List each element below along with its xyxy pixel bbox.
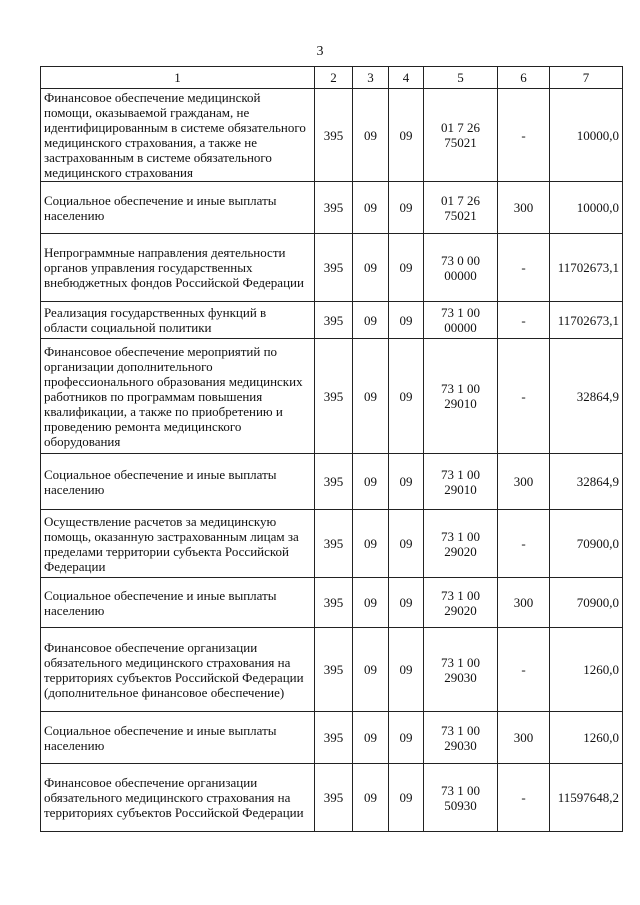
section-code: 09 bbox=[353, 712, 389, 764]
subsection-code: 09 bbox=[389, 89, 424, 182]
row-name: Социальное обеспечение и иные выплаты населению bbox=[41, 454, 315, 510]
admin-code: 395 bbox=[315, 628, 353, 712]
expense-type-code: - bbox=[498, 764, 550, 832]
expense-type-code: - bbox=[498, 339, 550, 454]
table-row bbox=[41, 764, 623, 832]
row-name: Финансовое обеспечение организации обязательного медицинского страхования на территориях субъектов Российской Федерации bbox=[41, 764, 315, 832]
target-article-code bbox=[424, 628, 498, 712]
subsection-code: 09 bbox=[389, 510, 424, 578]
expense-type-code: 300 bbox=[498, 454, 550, 510]
row-name: Финансовое обеспечение организации обязательного медицинского страхования на территориях субъектов Российской Федерации (дополнительное финансовое обеспечение) bbox=[41, 628, 315, 712]
target-article-code bbox=[424, 764, 498, 832]
section-code: 09 bbox=[353, 182, 389, 234]
table-row bbox=[41, 712, 623, 764]
target-article-part: 73 1 00 bbox=[441, 381, 480, 396]
target-article-part: 75021 bbox=[444, 207, 477, 223]
column-header: 6 bbox=[498, 67, 550, 89]
admin-code: 395 bbox=[315, 339, 353, 454]
target-article-code bbox=[424, 339, 498, 454]
target-article-code bbox=[424, 578, 498, 628]
admin-code: 395 bbox=[315, 712, 353, 764]
expense-type-code: - bbox=[498, 628, 550, 712]
admin-code: 395 bbox=[315, 764, 353, 832]
subsection-code: 09 bbox=[389, 764, 424, 832]
subsection-code: 09 bbox=[389, 578, 424, 628]
target-article-part: 73 1 00 bbox=[441, 782, 480, 798]
target-article-part: 73 1 00 bbox=[441, 466, 480, 482]
amount: 32864,9 bbox=[550, 339, 623, 454]
target-article-code bbox=[424, 234, 498, 302]
target-article-part: 29020 bbox=[444, 602, 477, 618]
target-article-code bbox=[424, 89, 498, 182]
section-code: 09 bbox=[353, 764, 389, 832]
subsection-code: 09 bbox=[389, 628, 424, 712]
target-article-part: 73 1 00 bbox=[441, 654, 480, 670]
section-code: 09 bbox=[353, 628, 389, 712]
row-name: Финансовое обеспечение мероприятий по организации дополнительного профессионального образования медицинских работников по программам повышения квалификации, а также по приобретению и проведению ремонта медицинского оборудования bbox=[41, 339, 315, 454]
target-article-part: 75021 bbox=[444, 135, 477, 150]
target-article-part: 73 1 00 bbox=[441, 722, 480, 738]
target-article-part: 29010 bbox=[444, 481, 477, 497]
amount: 1260,0 bbox=[550, 628, 623, 712]
expense-type-code: - bbox=[498, 89, 550, 182]
column-header: 7 bbox=[550, 67, 623, 89]
amount: 11702673,1 bbox=[550, 302, 623, 339]
section-code: 09 bbox=[353, 510, 389, 578]
admin-code: 395 bbox=[315, 182, 353, 234]
amount: 32864,9 bbox=[550, 454, 623, 510]
table-row bbox=[41, 182, 623, 234]
admin-code: 395 bbox=[315, 89, 353, 182]
target-article-part: 29010 bbox=[444, 396, 477, 411]
subsection-code: 09 bbox=[389, 339, 424, 454]
expense-type-code: 300 bbox=[498, 578, 550, 628]
target-article-part: 00000 bbox=[444, 320, 477, 335]
target-article-part: 73 1 00 bbox=[441, 587, 480, 603]
admin-code: 395 bbox=[315, 510, 353, 578]
target-article-part: 29030 bbox=[444, 737, 477, 753]
row-name: Финансовое обеспечение медицинской помощи, оказываемой гражданам, не идентифицированным в системе обязательного медицинского страхования, а также не застрахованным в системе обязательного медицинского страхования bbox=[41, 89, 315, 182]
target-article-code bbox=[424, 454, 498, 510]
amount: 70900,0 bbox=[550, 510, 623, 578]
table-row bbox=[41, 89, 623, 182]
target-article-code bbox=[424, 302, 498, 339]
subsection-code: 09 bbox=[389, 454, 424, 510]
admin-code: 395 bbox=[315, 454, 353, 510]
table-row bbox=[41, 510, 623, 578]
table-row bbox=[41, 339, 623, 454]
target-article-part: 73 1 00 bbox=[441, 528, 480, 544]
amount: 11597648,2 bbox=[550, 764, 623, 832]
budget-table bbox=[40, 66, 623, 832]
target-article-part: 00000 bbox=[444, 267, 477, 283]
subsection-code: 09 bbox=[389, 712, 424, 764]
header-row bbox=[41, 67, 623, 89]
row-name: Непрограммные направления деятельности органов управления государственных внебюджетных фондов Российской Федерации bbox=[41, 234, 315, 302]
column-header: 4 bbox=[389, 67, 424, 89]
page-number: 3 bbox=[316, 44, 324, 59]
subsection-code: 09 bbox=[389, 302, 424, 339]
table-row bbox=[41, 454, 623, 510]
column-header: 1 bbox=[41, 67, 315, 89]
target-article-part: 73 1 00 bbox=[441, 305, 480, 320]
row-name: Осуществление расчетов за медицинскую помощь, оказанную застрахованным лицам за пределами территории субъекта Российской Федерации bbox=[41, 510, 315, 578]
amount: 11702673,1 bbox=[550, 234, 623, 302]
table-row bbox=[41, 628, 623, 712]
subsection-code: 09 bbox=[389, 182, 424, 234]
subsection-code: 09 bbox=[389, 234, 424, 302]
target-article-part: 50930 bbox=[444, 797, 477, 813]
section-code: 09 bbox=[353, 302, 389, 339]
expense-type-code: - bbox=[498, 510, 550, 578]
amount: 10000,0 bbox=[550, 89, 623, 182]
row-name: Реализация государственных функций в области социальной политики bbox=[41, 302, 315, 339]
expense-type-code: - bbox=[498, 234, 550, 302]
target-article-part: 29020 bbox=[444, 543, 477, 559]
section-code: 09 bbox=[353, 339, 389, 454]
target-article-part: 01 7 26 bbox=[441, 120, 480, 135]
row-name: Социальное обеспечение и иные выплаты населению bbox=[41, 712, 315, 764]
column-header: 3 bbox=[353, 67, 389, 89]
column-header: 5 bbox=[424, 67, 498, 89]
table-row bbox=[41, 302, 623, 339]
target-article-part: 73 0 00 bbox=[441, 252, 480, 268]
section-code: 09 bbox=[353, 578, 389, 628]
admin-code: 395 bbox=[315, 578, 353, 628]
section-code: 09 bbox=[353, 234, 389, 302]
admin-code: 395 bbox=[315, 234, 353, 302]
section-code: 09 bbox=[353, 89, 389, 182]
target-article-code bbox=[424, 712, 498, 764]
table-row bbox=[41, 234, 623, 302]
target-article-part: 29030 bbox=[444, 669, 477, 685]
row-name: Социальное обеспечение и иные выплаты населению bbox=[41, 578, 315, 628]
amount: 1260,0 bbox=[550, 712, 623, 764]
row-name: Социальное обеспечение и иные выплаты населению bbox=[41, 182, 315, 234]
target-article-code bbox=[424, 182, 498, 234]
expense-type-code: 300 bbox=[498, 712, 550, 764]
target-article-part: 01 7 26 bbox=[441, 192, 480, 208]
target-article-code bbox=[424, 510, 498, 578]
expense-type-code: - bbox=[498, 302, 550, 339]
amount: 70900,0 bbox=[550, 578, 623, 628]
section-code: 09 bbox=[353, 454, 389, 510]
admin-code: 395 bbox=[315, 302, 353, 339]
column-header: 2 bbox=[315, 67, 353, 89]
amount: 10000,0 bbox=[550, 182, 623, 234]
table-row bbox=[41, 578, 623, 628]
expense-type-code: 300 bbox=[498, 182, 550, 234]
